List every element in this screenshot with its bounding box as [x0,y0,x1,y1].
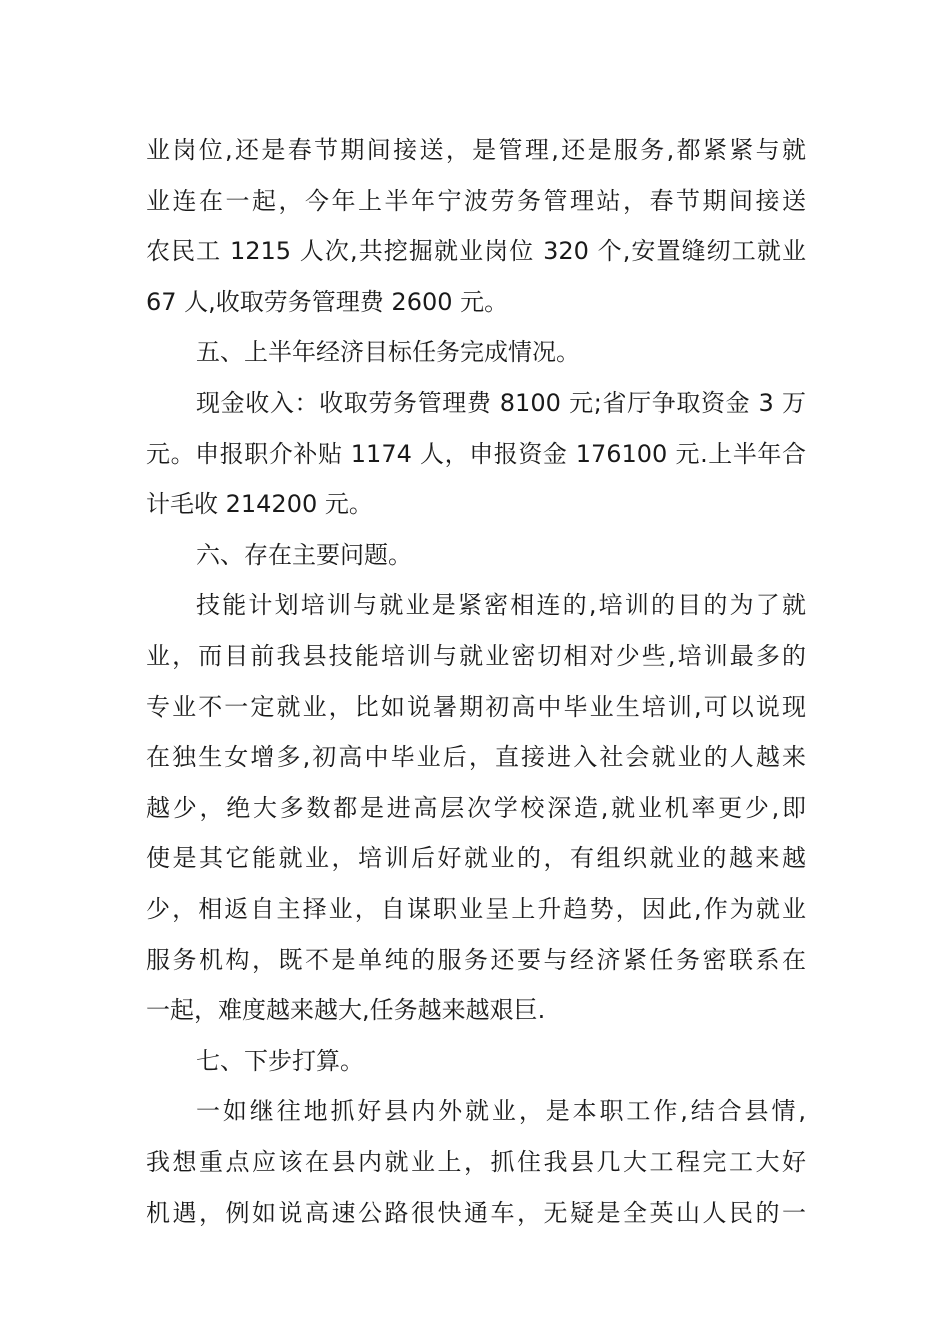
section-heading: 五、上半年经济目标任务完成情况。 [196,338,580,367]
text-line: 计毛收 214200 元。 [146,490,373,519]
text-line: 业岗位,还是春节期间接送，是管理,还是服务,都紧紧与就 [146,136,806,164]
text-line: 专业不一定就业，比如说暑期初高中毕业生培训,可以说现 [146,692,806,721]
text-line: 技能计划培训与就业是紧密相连的,培训的目的为了就 [196,591,806,620]
text-line: 67 人,收取劳务管理费 2600 元。 [146,287,509,316]
text-line: 现金收入：收取劳务管理费 8100 元;省厅争取资金 3 万 [196,389,806,417]
text-line: 一如继往地抓好县内外就业，是本职工作,结合县情, [196,1097,806,1126]
text-line: 我想重点应该在县内就业上，抓住我县几大工程完工大好 [146,1148,806,1176]
section-heading: 七、下步打算。 [196,1046,364,1075]
text-line: 元。申报职介补贴 1174 人，申报资金 176100 元.上半年合 [146,439,806,468]
section-heading: 六、存在主要问题。 [196,540,412,569]
text-line: 农民工 1215 人次,共挖掘就业岗位 320 个,安置缝纫工就业 [146,237,806,266]
text-line: 使是其它能就业，培训后好就业的，有组织就业的越来越 [146,844,806,873]
text-line: 业，而目前我县技能培训与就业密切相对少些,培训最多的 [146,642,806,670]
text-line: 在独生女增多,初高中毕业后，直接进入社会就业的人越来 [146,743,806,772]
text-line: 少，相返自主择业，自谋职业呈上升趋势，因此,作为就业 [146,895,806,923]
text-line: 越少，绝大多数都是进高层次学校深造,就业机率更少,即 [146,793,806,822]
text-line: 机遇，例如说高速公路很快通车，无疑是全英山人民的一 [146,1198,806,1227]
text-line: 服务机构，既不是单纯的服务还要与经济紧任务密联系在 [146,945,806,974]
text-line: 业连在一起，今年上半年宁波劳务管理站，春节期间接送 [146,186,806,215]
text-line: 一起，难度越来越大,任务越来越艰巨. [146,996,546,1025]
